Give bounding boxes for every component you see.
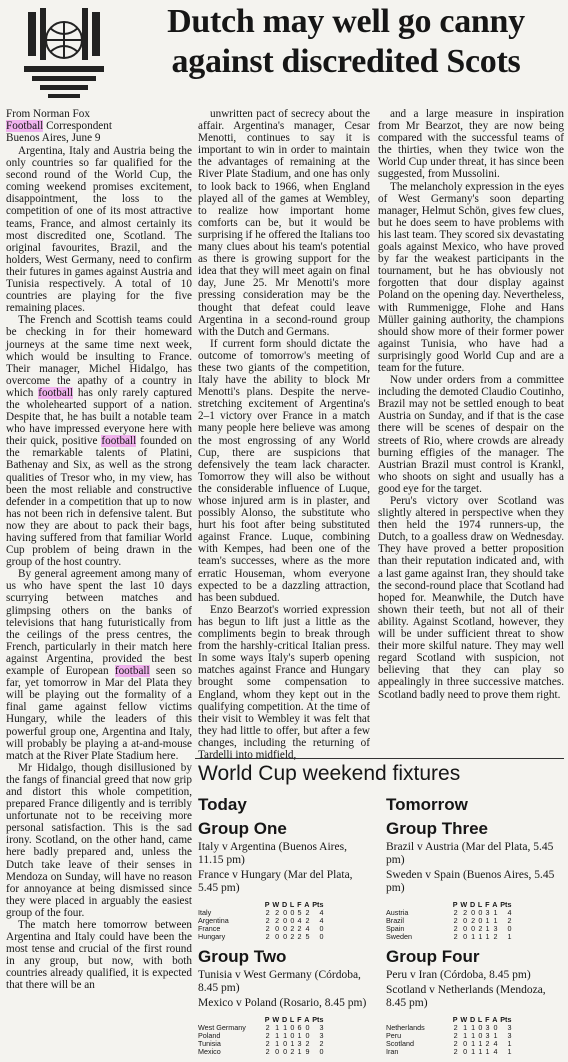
standings-value: 0 — [305, 1031, 310, 1040]
standings-value: 1 — [275, 1031, 280, 1040]
standings-value: 4 — [305, 924, 310, 933]
standings-header-cell: Pts — [500, 900, 512, 909]
standings-value: 1 — [290, 1039, 295, 1048]
standings-value: 1 — [463, 1031, 468, 1040]
standings-value: 1 — [471, 932, 476, 941]
standings-value: 0 — [478, 916, 483, 925]
standings-value: 2 — [471, 916, 476, 925]
standings-value: 2 — [463, 908, 468, 917]
standings-value: 1 — [463, 1023, 468, 1032]
standings-value: 4 — [319, 916, 324, 925]
group-heading: Group Four — [386, 947, 480, 966]
standings-value: 2 — [265, 908, 270, 917]
standings-value: 2 — [453, 924, 458, 933]
byline-dateline: Buenos Aires, June 9 — [6, 132, 101, 145]
standings-value: 0 — [319, 924, 324, 933]
standings-value: 1 — [471, 1031, 476, 1040]
group-heading: Group One — [198, 819, 287, 838]
standings-value: 4 — [493, 1047, 498, 1056]
paragraph: The French and Scottish teams could be checking in for their homeward journeys at the same time next week, which would be insulting to France. Their manager, Michel Hidalgo, has overcome the apathy of a country in which football has only rarely captured the wholehearted support of a nation. Despite that, he has built a notable team who have impressed everyone here with their quick, positive football founded on the remarkable talents of Platini, Bathenay and Six, as well as the strong qualities of Tresor who, in my view, has been the most reliable and constructive defender in a competition that up to now has not been rich in defensive talent. But now they are about to pack their bags, having suffered from that familiar World Cup problem of being drawn in the group of the host country. — [6, 314, 192, 569]
standings-header-cell: W — [272, 900, 280, 909]
standings-value: 1 — [478, 1039, 483, 1048]
standings-team: Spain — [386, 924, 405, 933]
standings-value: 1 — [507, 1047, 512, 1056]
standings-value: 0 — [283, 932, 288, 941]
standings-team: Brazil — [386, 916, 404, 925]
standings-header-cell: P — [452, 1015, 458, 1024]
group-heading: Group Three — [386, 819, 489, 838]
standings-value: 2 — [275, 916, 280, 925]
standings-team: Peru — [386, 1031, 402, 1040]
standings-value: 2 — [453, 1031, 458, 1040]
standings-value: 4 — [319, 908, 324, 917]
standings-team: Sweden — [386, 932, 412, 941]
standings-header-cell: W — [460, 900, 468, 909]
standings-value: 2 — [265, 1023, 270, 1032]
standings-team: Scotland — [386, 1039, 414, 1048]
standings-header-cell: W — [272, 1015, 280, 1024]
standings-value: 2 — [453, 908, 458, 917]
standings-team: Iran — [386, 1047, 399, 1056]
standings-header-cell: D — [281, 900, 288, 909]
fixture-match: Scotland v Netherlands (Mendoza, 8.45 pm) — [386, 984, 546, 1009]
standings-team: Mexico — [198, 1047, 221, 1056]
standings-header-cell: L — [477, 900, 483, 909]
standings-team: West Germany — [198, 1023, 246, 1032]
standings-value: 0 — [283, 1039, 288, 1048]
standings-value: 1 — [275, 1023, 280, 1032]
fixtures-title: World Cup weekend fixtures — [198, 762, 461, 785]
standings-value: 2 — [305, 1039, 310, 1048]
standings-team: Argentina — [198, 916, 229, 925]
standings-row — [198, 1032, 325, 1040]
standings-value: 0 — [275, 932, 280, 941]
standings-row — [386, 1024, 513, 1032]
standings-value: 2 — [507, 916, 512, 925]
standings-header-cell: L — [289, 900, 295, 909]
standings-value: 9 — [305, 1047, 310, 1056]
standings-value: 2 — [319, 1039, 324, 1048]
standings-header-cell: F — [297, 1015, 302, 1024]
standings-value: 0 — [319, 1047, 324, 1056]
standings-value: 1 — [478, 932, 483, 941]
fixtures-divider — [195, 758, 564, 759]
standings-row — [386, 933, 513, 941]
standings-value: 2 — [305, 916, 310, 925]
standings-value: 0 — [471, 924, 476, 933]
standings-header-cell: L — [289, 1015, 295, 1024]
standings-value: 1 — [478, 1047, 483, 1056]
standings-value: 1 — [485, 1047, 490, 1056]
standings-value: 0 — [507, 924, 512, 933]
fixture-match: Peru v Iran (Córdoba, 8.45 pm) — [386, 969, 531, 981]
byline-role — [6, 120, 190, 132]
article-column-2 — [198, 108, 370, 761]
standings-value: 0 — [290, 908, 295, 917]
standings-value: 2 — [265, 932, 270, 941]
standings-value: 3 — [485, 1031, 490, 1040]
standings-header-cell: Pts — [500, 1015, 512, 1024]
fixture-match: Sweden v Spain (Buenos Aires, 5.45 pm) — [386, 869, 555, 894]
standings-header-cell: D — [281, 1015, 288, 1024]
paragraph: Argentina, Italy and Austria being the only countries so far qualified for the second round of the World Cup, the coming weekend promises excitement, disappointment, the loss to the competition of one of its most attractive teams, France, and almost certainly its most discredited one, Scotland. The original favourites, Brazil, and the holders, West Germany, need to confirm their futures in games against Austria and Tunisia respectively. A total of 10 countries are playing for the five remaining places. — [6, 145, 192, 315]
standings-value: 1 — [493, 908, 498, 917]
standings-value: 0 — [305, 1023, 310, 1032]
standings-value: 2 — [453, 1023, 458, 1032]
standings-value: 3 — [485, 908, 490, 917]
standings-row — [386, 1032, 513, 1040]
standings-value: 0 — [463, 1039, 468, 1048]
standings-value: 1 — [485, 932, 490, 941]
standings-value: 3 — [485, 1023, 490, 1032]
standings-value: 5 — [305, 932, 310, 941]
standings-value: 3 — [297, 1039, 302, 1048]
standings-team: France — [198, 924, 221, 933]
article-column-1 — [6, 145, 192, 992]
paragraph: Peru's victory over Scotland was slightly altered in perspective when they then held the 1974 runners-up, the Dutch, to a goalless draw on Wednesday. They have proved a better proposition than their reputation indicated and, with a last game against Iran, they should take the second-round place that Scotland had hoped for. Meanwhile, the Dutch have shown their teeth, but not all of their ability. Against Scotland, however, they will be under sufficient threat to show their more skilful nature. They may well regard Scotland with suspicion, not believing that they can play so appealingly in three successive matches. Scotland badly need to prove them right. — [378, 495, 564, 701]
standings-value: 2 — [265, 916, 270, 925]
standings-value: 1 — [283, 1023, 288, 1032]
standings-value: 0 — [283, 908, 288, 917]
headline: Dutch may well go canny against discredited Scots — [167, 3, 525, 80]
highlight-football: football — [38, 386, 74, 399]
standings-value: 3 — [493, 924, 498, 933]
standings-header-cell: L — [477, 1015, 483, 1024]
standings-header-cell: D — [469, 900, 476, 909]
standings-team: Austria — [386, 908, 409, 917]
standings-header — [198, 1016, 325, 1024]
paragraph: If current form should dictate the outcome of tomorrow's meeting of these two giants of the competition, Italy have the ability to block Mr Menotti's plans. Despite the nerve-stretching excitement of Argentina's 2–1 victory over France in a match many people here believe was among the most engrossing of any World Cup, there are suspicions that defensively the team lack character. Tomorrow they will also be without the considerable influence of Luque, whose injured arm is in plaster, and possibly Alonso, the substitute who hurt his foot after being substituted against France. Luque, combining with Kempes, had been one of the team's successes, where as the more erratic Houseman, whom everyone expected to be a dazzling attraction, has been subdued. — [198, 337, 370, 604]
standings-value: 0 — [478, 1031, 483, 1040]
standings-value: 2 — [453, 932, 458, 941]
standings-value: 1 — [471, 1023, 476, 1032]
fixtures-today — [198, 795, 374, 1062]
standings-value: 1 — [507, 932, 512, 941]
standings-header-cell: F — [297, 900, 302, 909]
standings-row — [198, 1040, 325, 1048]
standings-value: 4 — [493, 1039, 498, 1048]
standings-value: 1 — [493, 1031, 498, 1040]
standings-header — [386, 1016, 513, 1024]
standings-value: 2 — [290, 932, 295, 941]
standings-value: 2 — [297, 924, 302, 933]
standings-row — [198, 933, 325, 941]
standings-value: 0 — [471, 908, 476, 917]
fixture-match: France v Hungary (Mar del Plata, 5.45 pm) — [198, 869, 353, 894]
standings-value: 1 — [471, 1047, 476, 1056]
standings-value: 0 — [463, 1047, 468, 1056]
paragraph: Mr Hidalgo, though disillusioned by the fangs of financial greed that now grip and distort this whole competition, prepared France diligently and is terribly unfortunate not to be receiving more personal satisfaction. This is the sad irony. Scotland, on the other hand, came here badly prepared and, unless the Dutch take leave of their senses in Mendoza on Sunday, will have no reason for annoyance at being dismissed since they were placed in arguably the easiest group of the four. — [6, 761, 192, 919]
standings-value: 1 — [283, 1031, 288, 1040]
paragraph: and a large measure in inspiration from Mr Bearzot, they are now being compared with the successful teams of the thirties, when they twice won the World Cup under threat, it has since been suggested, from Mussolini. — [378, 108, 564, 181]
standings-row — [386, 1040, 513, 1048]
highlight-football: Football — [6, 120, 44, 133]
standings-header-cell — [386, 1016, 451, 1024]
byline-role-suffix: Correspondent — [43, 120, 112, 133]
standings-value: 1 — [297, 1031, 302, 1040]
highlight-football: football — [101, 435, 137, 448]
standings-value: 1 — [485, 916, 490, 925]
fixture-match: Mexico v Poland (Rosario, 8.45 pm) — [198, 997, 367, 1009]
standings-value: 0 — [283, 916, 288, 925]
byline — [6, 108, 190, 145]
standings-value: 1 — [493, 916, 498, 925]
standings-table — [386, 901, 513, 941]
standings-value: 5 — [297, 908, 302, 917]
standings-header-cell: W — [460, 1015, 468, 1024]
standings-value: 2 — [290, 924, 295, 933]
byline-author: From Norman Fox — [6, 108, 90, 120]
group-heading: Group Two — [198, 947, 287, 966]
standings-value: 1 — [297, 1047, 302, 1056]
standings-value: 0 — [463, 924, 468, 933]
standings-header-cell: A — [304, 900, 310, 909]
fixture-match: Tunisia v West Germany (Córdoba, 8.45 pm) — [198, 969, 361, 994]
article-column-3 — [378, 108, 564, 701]
standings-header-cell — [198, 1016, 263, 1024]
standings-value: 1 — [485, 924, 490, 933]
standings-value: 2 — [297, 932, 302, 941]
standings-value: 4 — [297, 916, 302, 925]
standings-table — [198, 1016, 325, 1056]
standings-value: 2 — [493, 932, 498, 941]
standings-value: 2 — [485, 1039, 490, 1048]
paragraph: By general agreement among many of us who have spent the last 10 days scurrying between matches and glimpsing others on the banks of televisions that hang futuristically from the ceilings of the press centres, the French, particularly in their match here against Argentina, provided the best example of European football seen so far, yet tomorrow in Mar del Plata they will be playing out the formality of a final game against fellow victims Hungary, while the leaders of this powerful group one, Argentina and Italy, will probably be playing a at-and-mouse match at the River Plate Stadium here. — [6, 568, 192, 762]
standings-header-cell: P — [264, 1015, 270, 1024]
standings-team: Poland — [198, 1031, 221, 1040]
standings-value: 3 — [319, 1023, 324, 1032]
standings-header-cell: Pts — [312, 900, 324, 909]
standings-value: 2 — [265, 1031, 270, 1040]
fixture-day: Tomorrow — [386, 795, 468, 814]
standings-value: 6 — [297, 1023, 302, 1032]
standings-value: 2 — [453, 916, 458, 925]
standings-value: 3 — [507, 1031, 512, 1040]
fixtures-tomorrow — [386, 795, 562, 1062]
standings-value: 4 — [507, 908, 512, 917]
standings-row — [198, 1024, 325, 1032]
fixture-match: Brazil v Austria (Mar del Plata, 5.45 pm) — [386, 841, 554, 866]
paragraph: unwritten pact of secrecy about the affair. Argentina's manager, Cesar Menotti, continues to say it is important to win in order to maintain the advantages of remaining at the River Plate Stadium, and one has only to look back to 1966, when England played all of the games at Wembley, to realize how important home comforts can be, but it would be surprising if he offered the Italians too many clues about his team's potential as there is growing support for the idea that they will meet again on final day, June 25. Mr Menotti's more pressing consideration may be the thought that defeat could leave Argentina in a second-round group with the Dutch and Germans. — [198, 108, 370, 338]
standings-team: Hungary — [198, 932, 226, 941]
standings-value: 0 — [290, 1023, 295, 1032]
standings-value: 1 — [471, 1039, 476, 1048]
standings-row — [198, 1048, 325, 1056]
paragraph: Enzo Bearzot's worried expression has begun to lift just a little as the compliments begin to break through from the harshly-critical Italian press. In some ways Italy's superb opening matches against France and Hungary brought some compensation to England, whom they kept out in the qualifying competition. At the time of their visit to Wembley it was felt that they had little to offer, but after a few changes, including the returning of Tardelli into midfield, — [198, 603, 370, 761]
standings-value: 1 — [507, 1039, 512, 1048]
paragraph: The melancholy expression in the eyes of West Germany's soon departing manager, Helmut Schön, gives few clues, but he does seem to have problems with his last team. They scored six devastating goals against Mexico, who have proved by far the weakest participants in the tournament, but he has obviously not forgotten that dour display against Poland on the opening day. Nevertheless, with Rummenigge, Flohe and Hans Müller gaining authority, the champions should show more of their former power against Tunisia, who have had a surprisingly good World Cup and are a team for the future. — [378, 180, 564, 374]
standings-value: 2 — [290, 1047, 295, 1056]
standings-value: 0 — [283, 1047, 288, 1056]
standings-value: 2 — [453, 1047, 458, 1056]
standings-row — [386, 1048, 513, 1056]
standings-value: 3 — [507, 1023, 512, 1032]
standings-value: 2 — [453, 1039, 458, 1048]
standings-value: 2 — [275, 908, 280, 917]
standings-value: 2 — [265, 924, 270, 933]
standings-value: 0 — [290, 1031, 295, 1040]
paragraph: The match here tomorrow between Argentina and Italy could have been the most tense and crucial of the first round in any group, but now, with both countries already qualified, it is expected that there will be an — [6, 919, 192, 992]
standings-value: 2 — [265, 1047, 270, 1056]
standings-value: 0 — [319, 932, 324, 941]
standings-value: 0 — [463, 916, 468, 925]
paragraph: Now under orders from a committee including the demoted Claudio Coutinho, Brazil may not be settled enough to beat Austria on Sunday, and if that is the case there will be scenes of despair on the streets of Rio, where crowds are already burning effigies of the manager. The Austrian Brazil must control is Krankl, who shoots on sight and usually has a good eye for the target. — [378, 374, 564, 495]
standings-header-cell: F — [485, 900, 490, 909]
standings-value: 2 — [478, 924, 483, 933]
standings-value: 0 — [283, 924, 288, 933]
standings-value: 0 — [478, 1023, 483, 1032]
standings-value: 2 — [305, 908, 310, 917]
standings-header-cell: P — [264, 900, 270, 909]
standings-value: 0 — [463, 932, 468, 941]
fixture-match: Italy v Argentina (Buenos Aires, 11.15 pm) — [198, 841, 347, 866]
standings-table — [198, 901, 325, 941]
standings-team: Netherlands — [386, 1023, 425, 1032]
highlight-football: football — [114, 665, 150, 678]
standings-team: Italy — [198, 908, 212, 917]
standings-value: 0 — [290, 916, 295, 925]
standings-header-cell: A — [492, 1015, 498, 1024]
standings-value: 3 — [319, 1031, 324, 1040]
standings-value: 2 — [265, 1039, 270, 1048]
standings-header-cell: Pts — [312, 1015, 324, 1024]
standings-value: 0 — [478, 908, 483, 917]
standings-header-cell: P — [452, 900, 458, 909]
standings-header-cell: A — [492, 900, 498, 909]
standings-value: 0 — [493, 1023, 498, 1032]
standings-team: Tunisia — [198, 1039, 221, 1048]
standings-value: 1 — [275, 1039, 280, 1048]
standings-table — [386, 1016, 513, 1056]
fixture-day: Today — [198, 795, 247, 814]
standings-header-cell: D — [469, 1015, 476, 1024]
standings-value: 0 — [275, 1047, 280, 1056]
standings-header-cell: A — [304, 1015, 310, 1024]
standings-header-cell: F — [485, 1015, 490, 1024]
standings-value: 0 — [275, 924, 280, 933]
world-cup-emblem — [4, 4, 124, 104]
